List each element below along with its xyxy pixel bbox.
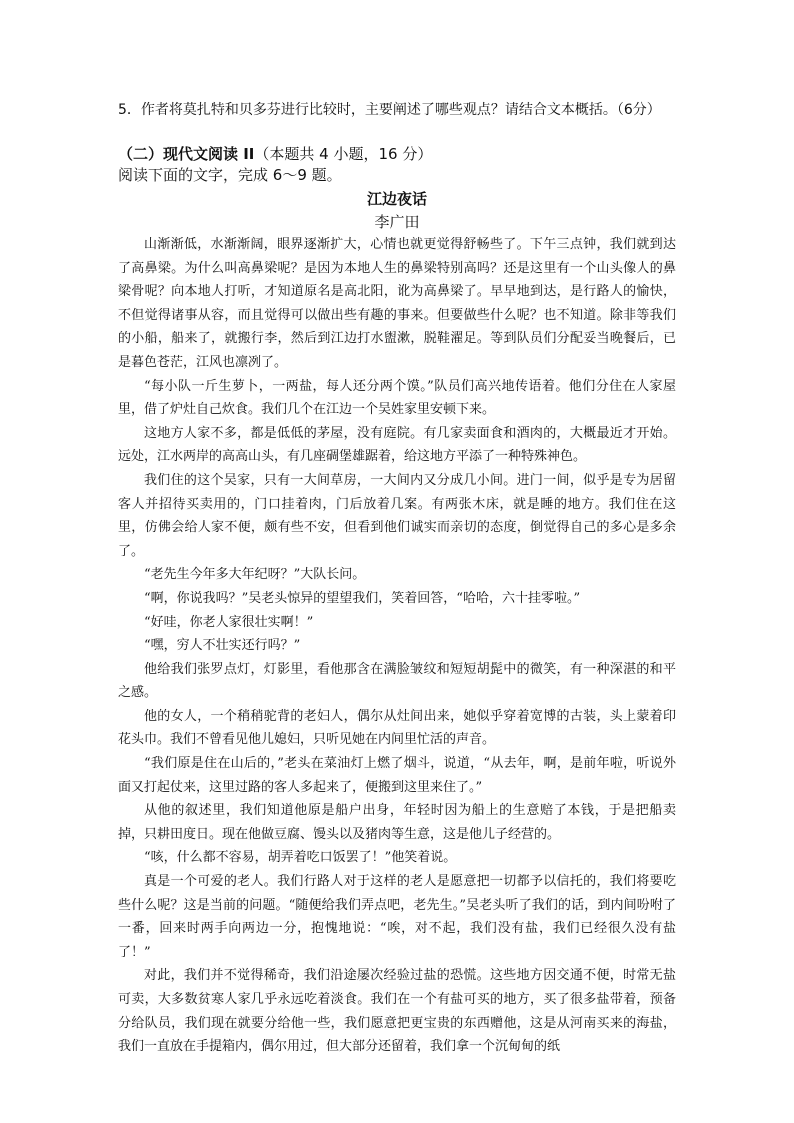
question-5: 5．作者将莫扎特和贝多芬进行比较时，主要阐述了哪些观点？请结合文本概括。（6分） bbox=[118, 102, 661, 118]
paragraph: “嘿，穷人不壮实还行吗？” bbox=[144, 638, 301, 654]
section-header bbox=[118, 144, 432, 164]
paragraph: “每小队一斤生萝卜，一两盐，每人还分两个馍。”队员们高兴地传语着。他们分住在人家屋里，借了炉灶自己炊食。我们几个在江边一个吴姓家里安顿下来。 bbox=[118, 378, 676, 418]
paragraph: 真是一个可爱的老人。我们行路人对于这样的老人是愿意把一切都予以信托的，我们将要吃些什么呢？这是当前的问题。“随便给我们弄点吧，老先生。”吴老头听了我们的话，到内间吩咐了一番，回来时两手向两边一分，抱愧地说：“唉，对不起，我们没有盐，我们已经很久没有盐了！” bbox=[118, 874, 676, 960]
paragraph: 我们住的这个吴家，只有一大间草房，一大间内又分成几小间。进门一间，似乎是专为居留客人并招待买卖用的，门口挂着肉，门后放着几案。有两张木床，就是睡的地方。我们住在这里，仿佛会给人家不便，颇有些不安，但看到他们诚实而亲切的态度，倒觉得自己的多心是多余了。 bbox=[118, 472, 676, 559]
section-instruction: 阅读下面的文字，完成 6～9 题。 bbox=[118, 166, 342, 184]
paragraph: 这地方人家不多，都是低低的茅屋，没有庭院。有几家卖面食和酒肉的，大概最近才开始。远处，江水两岸的高高山头，有几座碉堡雄踞着，给这地方平添了一种特殊神色。 bbox=[118, 425, 676, 465]
section-note: （本题共 4 小题，16 分） bbox=[254, 145, 433, 163]
paragraph: 山渐渐低，水渐渐阔，眼界逐渐扩大，心情也就更觉得舒畅些了。下午三点钟，我们就到达了高鼻梁。为什么叫高鼻梁呢？是因为本地人生的鼻梁特别高吗？还是这里有一个山头像人的鼻梁骨呢？向本地人打听，才知道原名是高北阳，讹为高鼻梁了。早早地到达，是行路人的愉快，不但觉得诸事从容，而且觉得可以做出些有趣的事来。但要做些什么呢？也不知道。除非等我们的小船，船来了，就搬行李，然后到江边打水盥漱，脱鞋濯足。等到队员们分配妥当晚餐后，已是暮色苍茫，江风也凛冽了。 bbox=[118, 237, 676, 370]
paragraph: “咳，什么都不容易，胡弄着吃口饭罢了！”他笑着说。 bbox=[144, 850, 457, 866]
paragraph: 他的女人，一个稍稍驼背的老妇人，偶尔从灶间出来，她似乎穿着宽博的古装，头上蒙着印花头巾。我们不曾看见他儿媳妇，只听见她在内间里忙活的声音。 bbox=[118, 708, 676, 748]
paragraph: 从他的叙述里，我们知道他原是船户出身，年轻时因为船上的生意赔了本钱，于是把船卖掉，只耕田度日。现在他做豆腐、馒头以及猪肉等生意，这是他儿子经营的。 bbox=[118, 803, 676, 842]
paragraph: “好哇，你老人家很壮实啊！” bbox=[144, 614, 314, 630]
paragraph: “我们原是住在山后的，”老头在菜油灯上燃了烟斗，说道，“从去年，啊，是前年啦，听说外面又打起仗来，这里过路的客人多起来了，便搬到这里来住了。” bbox=[118, 756, 676, 795]
article-body bbox=[118, 233, 676, 1059]
paragraph: “啊，你说我吗？”吴老头惊异的望望我们，笑着回答，“哈哈，六十挂零啦。” bbox=[144, 590, 581, 606]
paragraph: 对此，我们并不觉得稀奇，我们沿途屡次经验过盐的恐慌。这些地方因交通不便，时常无盐可卖，大多数贫寒人家几乎永远吃着淡食。我们在一个有盐可买的地方，买了很多盐带着，预备分给队员，我们现在就要分给他一些，我们愿意把更宝贵的东西赠他，这是从河南买来的海盐，我们一直放在手提箱内，偶尔用过，但大部分还留着，我们拿一个沉甸甸的纸 bbox=[118, 968, 676, 1055]
article-title: 江边夜话 bbox=[366, 190, 427, 208]
article-author: 李广田 bbox=[374, 213, 420, 231]
paragraph: 他给我们张罗点灯，灯影里，看他那含在满脸皱纹和短短胡髭中的微笑，有一种深湛的和平之感。 bbox=[118, 661, 676, 701]
paragraph: “老先生今年多大年纪呀？”大队长问。 bbox=[144, 567, 366, 583]
section-heading: （二）现代文阅读 II bbox=[118, 145, 255, 163]
